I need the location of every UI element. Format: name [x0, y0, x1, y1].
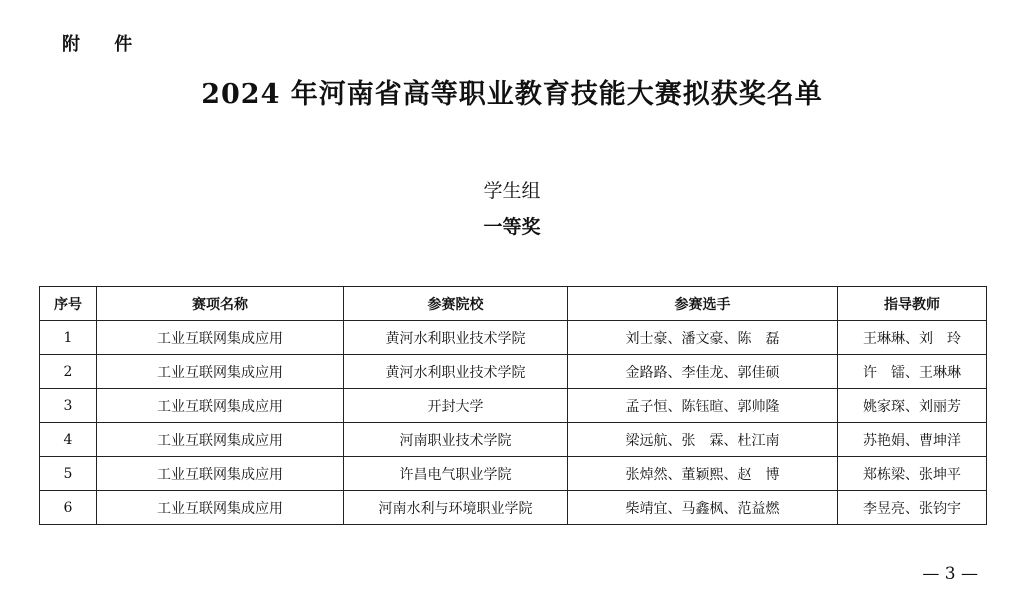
cell-school: 黄河水利职业技术学院	[344, 355, 568, 389]
cell-coach: 许 镭、王琳琳	[838, 355, 987, 389]
cell-event: 工业互联网集成应用	[97, 457, 344, 491]
cell-coach: 郑栋梁、张坤平	[838, 457, 987, 491]
attachment-label: 附 件	[62, 34, 147, 55]
cell-no: 5	[40, 457, 97, 491]
cell-coach: 王琳琳、刘 玲	[838, 321, 987, 355]
cell-school: 黄河水利职业技术学院	[344, 321, 568, 355]
cell-players: 柴靖宜、马鑫枫、范益燃	[568, 491, 838, 525]
header-cell-no: 序号	[40, 287, 97, 321]
cell-event: 工业互联网集成应用	[97, 491, 344, 525]
cell-event: 工业互联网集成应用	[97, 389, 344, 423]
header-cell-school: 参赛院校	[344, 287, 568, 321]
cell-no: 3	[40, 389, 97, 423]
cell-players: 刘士豪、潘文豪、陈 磊	[568, 321, 838, 355]
cell-players: 梁远航、张 霖、杜江南	[568, 423, 838, 457]
cell-no: 4	[40, 423, 97, 457]
cell-players: 孟子恒、陈钰暄、郭帅隆	[568, 389, 838, 423]
cell-no: 2	[40, 355, 97, 389]
table-row	[40, 457, 987, 491]
page-number: — 3 —	[922, 564, 978, 584]
cell-no: 1	[40, 321, 97, 355]
award-table	[39, 286, 987, 525]
header-cell-event: 赛项名称	[97, 287, 344, 321]
cell-school: 许昌电气职业学院	[344, 457, 568, 491]
table-row	[40, 389, 987, 423]
table-header-row	[40, 287, 987, 321]
cell-players: 金路路、李佳龙、郭佳硕	[568, 355, 838, 389]
cell-event: 工业互联网集成应用	[97, 423, 344, 457]
cell-school: 河南职业技术学院	[344, 423, 568, 457]
group-label: 学生组	[483, 180, 541, 202]
cell-coach: 姚家琛、刘丽芳	[838, 389, 987, 423]
table-row	[40, 491, 987, 525]
table-row	[40, 355, 987, 389]
cell-no: 6	[40, 491, 97, 525]
document-title: 2024 年河南省高等职业教育技能大赛拟获奖名单	[201, 79, 823, 110]
award-level-label: 一等奖	[483, 216, 541, 238]
cell-school: 开封大学	[344, 389, 568, 423]
cell-coach: 李昱亮、张钧宇	[838, 491, 987, 525]
table-row	[40, 321, 987, 355]
cell-school: 河南水利与环境职业学院	[344, 491, 568, 525]
cell-players: 张焯然、董颖熙、赵 博	[568, 457, 838, 491]
cell-event: 工业互联网集成应用	[97, 321, 344, 355]
table-row	[40, 423, 987, 457]
cell-event: 工业互联网集成应用	[97, 355, 344, 389]
header-cell-players: 参赛选手	[568, 287, 838, 321]
cell-coach: 苏艳娟、曹坤洋	[838, 423, 987, 457]
header-cell-coach: 指导教师	[838, 287, 987, 321]
